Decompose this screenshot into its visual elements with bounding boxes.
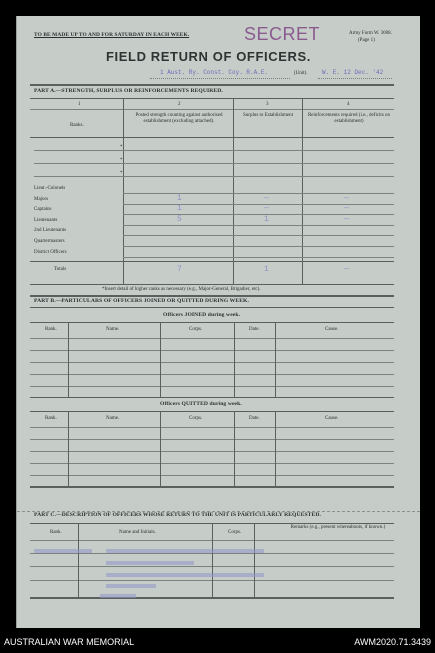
rank-label: Lieut.-Colonels [34, 186, 66, 191]
joined-col-divider [234, 322, 235, 397]
part-a-heading: PART A.—STRENGTH, SURPLUS OR REINFORCEMENTS REQUIRED. [34, 88, 223, 94]
joined-col-name: Name. [106, 327, 120, 332]
total-posted: 7 [177, 265, 182, 274]
number-row-rule [30, 109, 394, 110]
illegible-entry [106, 584, 156, 588]
form-page: (Page 1) [358, 38, 375, 43]
asterisk-mark: * [120, 145, 123, 150]
col-header-ranks: Ranks. [70, 123, 84, 128]
rank-label: Captains [34, 207, 52, 212]
quitted-row-rule [30, 463, 394, 464]
quitted-col-divider [275, 411, 276, 486]
totals-rule [30, 261, 394, 262]
reinforcements-value: — [344, 204, 349, 213]
row-rule [123, 246, 394, 247]
form-title: FIELD RETURN OF OFFICERS. [106, 49, 311, 64]
rank-label: 2nd Lieutenants [34, 228, 67, 233]
quitted-row-rule [30, 439, 394, 440]
posted-value: 1 [177, 204, 182, 213]
footer-left: AUSTRALIAN WAR MEMORIAL [4, 637, 135, 647]
part-b-bottom-rule [30, 486, 394, 488]
joined-bottom-rule [30, 397, 394, 398]
rank-label: Majors [34, 197, 49, 202]
surplus-value: — [264, 194, 269, 203]
quitted-row-rule [30, 475, 394, 476]
quitted-col-date: Date. [249, 416, 260, 421]
part-c-col-name: Name and Initials. [119, 530, 156, 535]
quitted-col-divider [160, 411, 161, 486]
row-rule [123, 193, 394, 194]
footer-right: AWM2020.71.3439 [354, 637, 431, 647]
reinforcements-value: — [344, 194, 349, 203]
col-number-3: 3 [266, 102, 269, 107]
date-value: W. E. 12 Dec. '42 [322, 69, 384, 76]
illegible-entry [34, 549, 92, 553]
joined-col-divider [68, 322, 69, 397]
rank-label: Lieutenants [34, 218, 58, 223]
row-rule [34, 163, 394, 164]
part-c-col-divider [212, 523, 213, 597]
quitted-col-divider [234, 411, 235, 486]
col-number-2: 2 [178, 102, 181, 107]
quitted-header-rule [30, 427, 394, 428]
row-rule [123, 225, 394, 226]
surplus-value: — [264, 204, 269, 213]
unit-line [150, 78, 290, 79]
part-c-bottom-rule [30, 597, 394, 599]
quitted-col-name: Name. [106, 416, 120, 421]
joined-header-rule [30, 338, 394, 339]
col-header-surplus: Surplus to Establishment [243, 113, 293, 118]
quitted-col-divider [68, 411, 69, 486]
reinforcements-value: — [344, 215, 349, 224]
row-rule [123, 235, 394, 236]
row-rule [123, 257, 394, 258]
unit-label: (Unit). [294, 71, 308, 76]
rank-label: District Officers [34, 250, 67, 255]
part-a-bottom-rule [30, 284, 394, 285]
joined-row-rule [30, 350, 394, 351]
posted-value: 5 [177, 215, 182, 224]
joined-col-divider [160, 322, 161, 397]
surplus-value: 1 [264, 215, 269, 224]
part-c-heading: PART C.—DESCRIPTION OF OFFICERS WHOSE RETURN TO THE UNIT IS PARTICULARLY REQUESTED. [34, 512, 321, 518]
joined-col-corps: Corps. [189, 327, 203, 332]
joined-col-cause: Cause. [325, 327, 339, 332]
part-c-col-corps: Corps. [228, 530, 242, 535]
col-number-4: 4 [347, 102, 350, 107]
joined-title: Officers JOINED during week. [163, 312, 241, 318]
quitted-row-rule [30, 451, 394, 452]
total-reinforcements: — [344, 265, 349, 274]
part-a-rule [30, 98, 394, 99]
illegible-entry [100, 594, 136, 598]
quitted-col-corps: Corps. [189, 416, 203, 421]
quitted-title-rule [30, 411, 394, 412]
part-c-col-remarks: Remarks (e.g., present whereabouts, if known.) [290, 525, 386, 530]
totals-label: Totals [54, 267, 67, 272]
joined-row-rule [30, 386, 394, 387]
footnote: *Insert detail of higher ranks as necessary (e.g., Major-General, Brigadier, etc). [102, 287, 261, 292]
part-b-rule [30, 307, 394, 308]
part-a-top-rule [30, 84, 394, 86]
illegible-entry [106, 549, 264, 553]
illegible-entry [106, 561, 194, 565]
asterisk-mark: * [120, 158, 123, 163]
unit-value: 1 Aust. Ry. Const. Coy. R.A.E. [160, 69, 269, 76]
row-rule [123, 214, 394, 215]
joined-col-divider [275, 322, 276, 397]
part-c-col-divider [254, 523, 255, 597]
instruction-text: TO BE MADE UP TO AND FOR SATURDAY IN EACH WEEK. [34, 32, 190, 38]
joined-col-date: Date. [249, 327, 260, 332]
header-rule [30, 137, 394, 138]
part-b-heading: PART B.—PARTICULARS OF OFFICERS JOINED OR QUITTED DURING WEEK. [34, 298, 249, 304]
row-rule [34, 150, 394, 151]
joined-title-rule [30, 322, 394, 323]
col-number-1: 1 [78, 102, 81, 107]
part-c-col-divider [78, 523, 79, 597]
joined-row-rule [30, 374, 394, 375]
row-rule [123, 204, 394, 205]
form-number: Army Form W. 3008. [349, 31, 392, 36]
col-header-posted: Posted strength counting against authorised establishment (excluding attached). [135, 113, 223, 124]
asterisk-mark: * [120, 171, 123, 176]
illegible-entry [106, 573, 264, 577]
date-line [318, 78, 392, 79]
col-header-reinforcements: Reinforcements required (i.e., deficits on establishment) [307, 113, 391, 124]
rank-label: Quartermasters [34, 239, 65, 244]
joined-col-rank: Rank. [45, 327, 57, 332]
total-surplus: 1 [264, 265, 269, 274]
part-c-col-rank: Rank. [50, 530, 62, 535]
part-b-top-rule [30, 295, 394, 297]
quitted-col-rank: Rank. [45, 416, 57, 421]
quitted-title: Officers QUITTED during week. [160, 401, 242, 407]
quitted-col-cause: Cause. [325, 416, 339, 421]
posted-value: 1 [177, 194, 182, 203]
row-rule [34, 176, 394, 177]
joined-row-rule [30, 362, 394, 363]
secret-stamp: SECRET [244, 24, 321, 44]
